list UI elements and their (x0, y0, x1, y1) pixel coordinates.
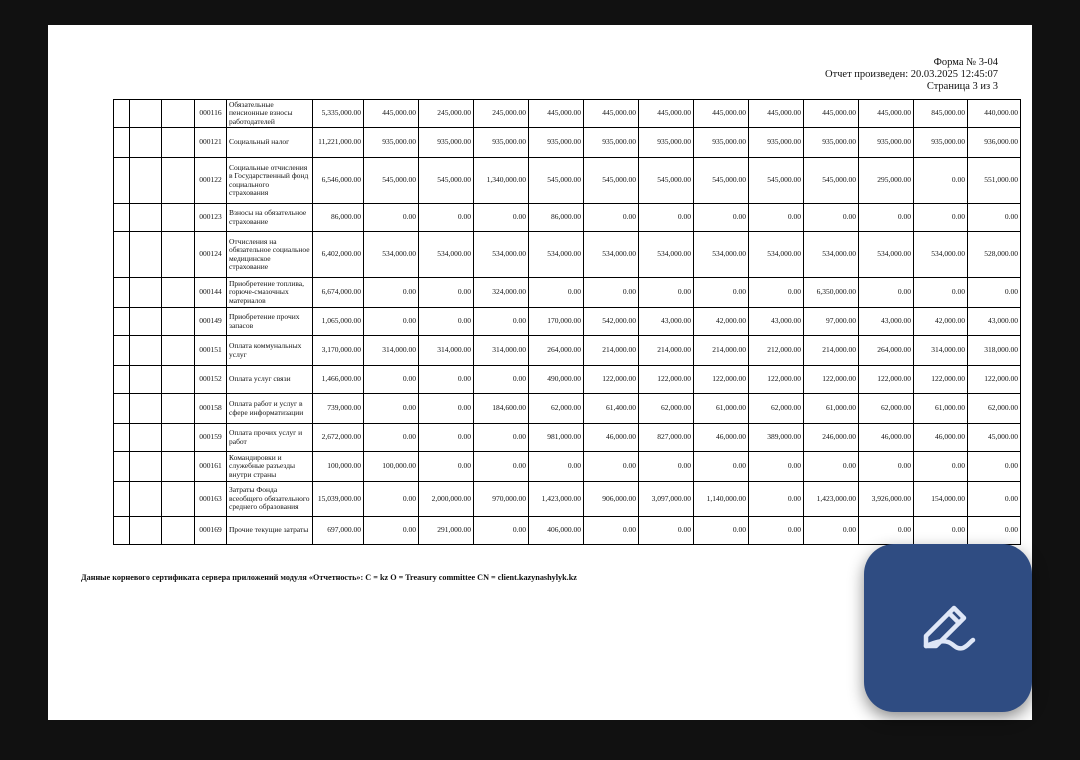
amount-cell: 86,000.00 (313, 204, 364, 232)
amount-cell: 0.00 (639, 204, 694, 232)
amount-cell: 1,466,000.00 (313, 366, 364, 394)
amount-cell: 122,000.00 (694, 366, 749, 394)
amount-cell: 0.00 (859, 204, 914, 232)
blank-cell (162, 452, 195, 482)
amount-cell: 545,000.00 (694, 158, 749, 204)
blank-cell (130, 100, 162, 128)
amount-cell: 0.00 (859, 452, 914, 482)
amount-cell: 264,000.00 (859, 336, 914, 366)
amount-cell: 739,000.00 (313, 394, 364, 424)
amount-cell: 545,000.00 (639, 158, 694, 204)
amount-cell: 61,400.00 (584, 394, 639, 424)
amount-cell: 0.00 (419, 308, 474, 336)
amount-cell: 534,000.00 (584, 232, 639, 278)
amount-cell: 0.00 (419, 394, 474, 424)
amount-cell: 445,000.00 (749, 100, 804, 128)
amount-cell: 981,000.00 (529, 424, 584, 452)
amount-cell: 936,000.00 (968, 128, 1021, 158)
amount-cell: 314,000.00 (914, 336, 968, 366)
amount-cell: 122,000.00 (914, 366, 968, 394)
amount-cell: 11,221,000.00 (313, 128, 364, 158)
amount-cell: 697,000.00 (313, 517, 364, 545)
amount-cell: 314,000.00 (419, 336, 474, 366)
table-row (114, 308, 1021, 336)
blank-cell (114, 204, 130, 232)
amount-cell: 935,000.00 (859, 128, 914, 158)
blank-cell (162, 394, 195, 424)
amount-cell: 0.00 (804, 204, 859, 232)
amount-cell: 170,000.00 (529, 308, 584, 336)
amount-cell: 6,350,000.00 (804, 278, 859, 308)
blank-cell (130, 517, 162, 545)
row-name: Оплата прочих услуг и работ (227, 424, 313, 452)
blank-cell (162, 482, 195, 517)
row-code: 000159 (195, 424, 227, 452)
amount-cell: 935,000.00 (639, 128, 694, 158)
blank-cell (162, 128, 195, 158)
blank-cell (162, 232, 195, 278)
amount-cell: 935,000.00 (474, 128, 529, 158)
pen-edit-icon (916, 596, 980, 660)
amount-cell: 0.00 (639, 517, 694, 545)
amount-cell: 43,000.00 (968, 308, 1021, 336)
amount-cell: 0.00 (474, 366, 529, 394)
table-row (114, 204, 1021, 232)
blank-cell (114, 336, 130, 366)
amount-cell: 1,340,000.00 (474, 158, 529, 204)
report-header (825, 57, 998, 93)
amount-cell: 0.00 (639, 452, 694, 482)
amount-cell: 490,000.00 (529, 366, 584, 394)
amount-cell: 0.00 (914, 204, 968, 232)
row-code: 000149 (195, 308, 227, 336)
amount-cell: 0.00 (584, 278, 639, 308)
row-code: 000123 (195, 204, 227, 232)
amount-cell: 534,000.00 (804, 232, 859, 278)
amount-cell: 46,000.00 (859, 424, 914, 452)
amount-cell: 0.00 (364, 308, 419, 336)
row-name: Затраты Фонда всеобщего обязательного среднего образования (227, 482, 313, 517)
amount-cell: 445,000.00 (694, 100, 749, 128)
amount-cell: 264,000.00 (529, 336, 584, 366)
budget-table (113, 99, 1021, 545)
amount-cell: 534,000.00 (694, 232, 749, 278)
amount-cell: 15,039,000.00 (313, 482, 364, 517)
amount-cell: 318,000.00 (968, 336, 1021, 366)
amount-cell: 6,546,000.00 (313, 158, 364, 204)
amount-cell: 2,000,000.00 (419, 482, 474, 517)
blank-cell (114, 232, 130, 278)
blank-cell (162, 158, 195, 204)
amount-cell: 534,000.00 (364, 232, 419, 278)
amount-cell: 545,000.00 (419, 158, 474, 204)
amount-cell: 2,672,000.00 (313, 424, 364, 452)
table-row (114, 452, 1021, 482)
row-name: Отчисления на обязательное социальное медицинское страхование (227, 232, 313, 278)
blank-cell (114, 394, 130, 424)
amount-cell: 0.00 (968, 278, 1021, 308)
amount-cell: 935,000.00 (694, 128, 749, 158)
row-name: Приобретение топлива, горюче-смазочных материалов (227, 278, 313, 308)
report-date: Отчет произведен: 20.03.2025 12:45:07 (824, 69, 998, 80)
amount-cell: 545,000.00 (529, 158, 584, 204)
amount-cell: 0.00 (968, 517, 1021, 545)
amount-cell: 534,000.00 (859, 232, 914, 278)
blank-cell (130, 394, 162, 424)
amount-cell: 551,000.00 (968, 158, 1021, 204)
row-name: Обязательные пенсионные взносы работодателей (227, 100, 313, 128)
amount-cell: 62,000.00 (859, 394, 914, 424)
amount-cell: 0.00 (804, 517, 859, 545)
amount-cell: 534,000.00 (914, 232, 968, 278)
row-code: 000144 (195, 278, 227, 308)
blank-cell (130, 424, 162, 452)
amount-cell: 184,600.00 (474, 394, 529, 424)
row-name: Социальные отчисления в Государственный фонд социального страхования (227, 158, 313, 204)
amount-cell: 43,000.00 (859, 308, 914, 336)
amount-cell: 0.00 (529, 278, 584, 308)
amount-cell: 0.00 (749, 517, 804, 545)
amount-cell: 122,000.00 (639, 366, 694, 394)
amount-cell: 314,000.00 (474, 336, 529, 366)
amount-cell: 0.00 (364, 204, 419, 232)
amount-cell: 0.00 (419, 452, 474, 482)
amount-cell: 246,000.00 (804, 424, 859, 452)
amount-cell: 61,000.00 (914, 394, 968, 424)
blank-cell (130, 308, 162, 336)
edit-fab-button[interactable] (864, 544, 1032, 712)
amount-cell: 0.00 (914, 158, 968, 204)
amount-cell: 100,000.00 (364, 452, 419, 482)
amount-cell: 0.00 (364, 517, 419, 545)
amount-cell: 245,000.00 (419, 100, 474, 128)
amount-cell: 122,000.00 (859, 366, 914, 394)
amount-cell: 545,000.00 (804, 158, 859, 204)
row-name: Прочие текущие затраты (227, 517, 313, 545)
amount-cell: 122,000.00 (968, 366, 1021, 394)
amount-cell: 0.00 (749, 452, 804, 482)
amount-cell: 935,000.00 (804, 128, 859, 158)
amount-cell: 0.00 (914, 517, 968, 545)
amount-cell: 42,000.00 (694, 308, 749, 336)
amount-cell: 445,000.00 (804, 100, 859, 128)
amount-cell: 935,000.00 (529, 128, 584, 158)
blank-cell (162, 308, 195, 336)
amount-cell: 154,000.00 (914, 482, 968, 517)
amount-cell: 0.00 (364, 394, 419, 424)
blank-cell (162, 366, 195, 394)
page-number: Страница 3 из 3 (926, 81, 998, 92)
amount-cell: 445,000.00 (364, 100, 419, 128)
blank-cell (130, 366, 162, 394)
row-name: Оплата работ и услуг в сфере информатизации (227, 394, 313, 424)
amount-cell: 545,000.00 (749, 158, 804, 204)
amount-cell: 935,000.00 (914, 128, 968, 158)
amount-cell: 97,000.00 (804, 308, 859, 336)
row-code: 000169 (195, 517, 227, 545)
amount-cell: 214,000.00 (694, 336, 749, 366)
amount-cell: 0.00 (364, 424, 419, 452)
amount-cell: 0.00 (914, 278, 968, 308)
amount-cell: 0.00 (474, 204, 529, 232)
amount-cell: 528,000.00 (968, 232, 1021, 278)
blank-cell (130, 128, 162, 158)
table-row (114, 232, 1021, 278)
amount-cell: 0.00 (584, 517, 639, 545)
amount-cell: 1,423,000.00 (804, 482, 859, 517)
table-row (114, 100, 1021, 128)
amount-cell: 0.00 (364, 278, 419, 308)
amount-cell: 62,000.00 (749, 394, 804, 424)
certificate-note: Данные корневого сертификата сервера приложений модуля «Отчетность»: C = kz O = Treasury committee CN = client.kazynashylyk.kz (81, 573, 577, 582)
amount-cell: 6,674,000.00 (313, 278, 364, 308)
amount-cell: 0.00 (968, 204, 1021, 232)
amount-cell: 61,000.00 (694, 394, 749, 424)
amount-cell: 0.00 (419, 366, 474, 394)
amount-cell: 0.00 (474, 424, 529, 452)
amount-cell: 445,000.00 (529, 100, 584, 128)
amount-cell: 389,000.00 (749, 424, 804, 452)
amount-cell: 3,170,000.00 (313, 336, 364, 366)
amount-cell: 534,000.00 (529, 232, 584, 278)
row-code: 000151 (195, 336, 227, 366)
amount-cell: 45,000.00 (968, 424, 1021, 452)
blank-cell (114, 452, 130, 482)
amount-cell: 245,000.00 (474, 100, 529, 128)
amount-cell: 534,000.00 (419, 232, 474, 278)
amount-cell: 0.00 (804, 452, 859, 482)
row-code: 000163 (195, 482, 227, 517)
amount-cell: 0.00 (419, 204, 474, 232)
row-code: 000121 (195, 128, 227, 158)
form-number: Форма № 3-04 (933, 57, 998, 68)
amount-cell: 542,000.00 (584, 308, 639, 336)
amount-cell: 214,000.00 (639, 336, 694, 366)
amount-cell: 5,335,000.00 (313, 100, 364, 128)
amount-cell: 0.00 (694, 517, 749, 545)
blank-cell (114, 424, 130, 452)
amount-cell: 935,000.00 (749, 128, 804, 158)
amount-cell: 0.00 (914, 452, 968, 482)
blank-cell (162, 100, 195, 128)
amount-cell: 545,000.00 (364, 158, 419, 204)
table-row (114, 278, 1021, 308)
table-row (114, 517, 1021, 545)
row-code: 000161 (195, 452, 227, 482)
amount-cell: 1,140,000.00 (694, 482, 749, 517)
table-row (114, 128, 1021, 158)
amount-cell: 214,000.00 (804, 336, 859, 366)
row-name: Оплата услуг связи (227, 366, 313, 394)
amount-cell: 0.00 (364, 366, 419, 394)
amount-cell: 0.00 (968, 482, 1021, 517)
amount-cell: 935,000.00 (419, 128, 474, 158)
blank-cell (162, 278, 195, 308)
amount-cell: 1,065,000.00 (313, 308, 364, 336)
amount-cell: 534,000.00 (749, 232, 804, 278)
blank-cell (130, 158, 162, 204)
amount-cell: 0.00 (749, 278, 804, 308)
amount-cell: 935,000.00 (364, 128, 419, 158)
amount-cell: 906,000.00 (584, 482, 639, 517)
amount-cell: 845,000.00 (914, 100, 968, 128)
table-row (114, 482, 1021, 517)
amount-cell: 3,097,000.00 (639, 482, 694, 517)
amount-cell: 3,926,000.00 (859, 482, 914, 517)
amount-cell: 0.00 (584, 204, 639, 232)
amount-cell: 6,402,000.00 (313, 232, 364, 278)
amount-cell: 970,000.00 (474, 482, 529, 517)
amount-cell: 291,000.00 (419, 517, 474, 545)
blank-cell (114, 100, 130, 128)
amount-cell: 62,000.00 (529, 394, 584, 424)
amount-cell: 324,000.00 (474, 278, 529, 308)
row-code: 000122 (195, 158, 227, 204)
row-code: 000152 (195, 366, 227, 394)
amount-cell: 0.00 (474, 517, 529, 545)
blank-cell (114, 278, 130, 308)
blank-cell (130, 204, 162, 232)
amount-cell: 0.00 (419, 278, 474, 308)
amount-cell: 0.00 (694, 452, 749, 482)
amount-cell: 445,000.00 (639, 100, 694, 128)
amount-cell: 827,000.00 (639, 424, 694, 452)
amount-cell: 935,000.00 (584, 128, 639, 158)
amount-cell: 440,000.00 (968, 100, 1021, 128)
amount-cell: 0.00 (694, 278, 749, 308)
row-code: 000116 (195, 100, 227, 128)
amount-cell: 0.00 (639, 278, 694, 308)
table-row (114, 336, 1021, 366)
blank-cell (114, 308, 130, 336)
row-name: Социальный налог (227, 128, 313, 158)
amount-cell: 0.00 (419, 424, 474, 452)
row-code: 000124 (195, 232, 227, 278)
row-name: Командировки и служебные разъезды внутри страны (227, 452, 313, 482)
table-row (114, 158, 1021, 204)
amount-cell: 314,000.00 (364, 336, 419, 366)
amount-cell: 1,423,000.00 (529, 482, 584, 517)
blank-cell (130, 482, 162, 517)
amount-cell: 46,000.00 (694, 424, 749, 452)
amount-cell: 0.00 (859, 278, 914, 308)
amount-cell: 46,000.00 (584, 424, 639, 452)
row-name: Взносы на обязательное страхование (227, 204, 313, 232)
amount-cell: 122,000.00 (804, 366, 859, 394)
amount-cell: 0.00 (694, 204, 749, 232)
amount-cell: 43,000.00 (639, 308, 694, 336)
blank-cell (162, 424, 195, 452)
amount-cell: 295,000.00 (859, 158, 914, 204)
row-name: Приобретение прочих запасов (227, 308, 313, 336)
blank-cell (114, 366, 130, 394)
amount-cell: 100,000.00 (313, 452, 364, 482)
amount-cell: 212,000.00 (749, 336, 804, 366)
amount-cell: 445,000.00 (859, 100, 914, 128)
amount-cell: 214,000.00 (584, 336, 639, 366)
amount-cell: 0.00 (859, 517, 914, 545)
amount-cell: 122,000.00 (584, 366, 639, 394)
amount-cell: 0.00 (584, 452, 639, 482)
blank-cell (162, 517, 195, 545)
row-code: 000158 (195, 394, 227, 424)
amount-cell: 0.00 (529, 452, 584, 482)
blank-cell (130, 452, 162, 482)
table-row (114, 366, 1021, 394)
amount-cell: 534,000.00 (639, 232, 694, 278)
table-row (114, 424, 1021, 452)
blank-cell (114, 517, 130, 545)
amount-cell: 0.00 (474, 308, 529, 336)
blank-cell (130, 232, 162, 278)
amount-cell: 0.00 (474, 452, 529, 482)
blank-cell (162, 204, 195, 232)
amount-cell: 42,000.00 (914, 308, 968, 336)
amount-cell: 46,000.00 (914, 424, 968, 452)
amount-cell: 61,000.00 (804, 394, 859, 424)
amount-cell: 62,000.00 (968, 394, 1021, 424)
amount-cell: 0.00 (749, 482, 804, 517)
amount-cell: 0.00 (749, 204, 804, 232)
blank-cell (114, 128, 130, 158)
amount-cell: 545,000.00 (584, 158, 639, 204)
amount-cell: 0.00 (968, 452, 1021, 482)
blank-cell (114, 158, 130, 204)
table-row (114, 394, 1021, 424)
amount-cell: 406,000.00 (529, 517, 584, 545)
amount-cell: 86,000.00 (529, 204, 584, 232)
amount-cell: 122,000.00 (749, 366, 804, 394)
blank-cell (162, 336, 195, 366)
row-name: Оплата коммунальных услуг (227, 336, 313, 366)
amount-cell: 0.00 (364, 482, 419, 517)
amount-cell: 62,000.00 (639, 394, 694, 424)
amount-cell: 534,000.00 (474, 232, 529, 278)
amount-cell: 43,000.00 (749, 308, 804, 336)
blank-cell (114, 482, 130, 517)
amount-cell: 445,000.00 (584, 100, 639, 128)
blank-cell (130, 336, 162, 366)
blank-cell (130, 278, 162, 308)
